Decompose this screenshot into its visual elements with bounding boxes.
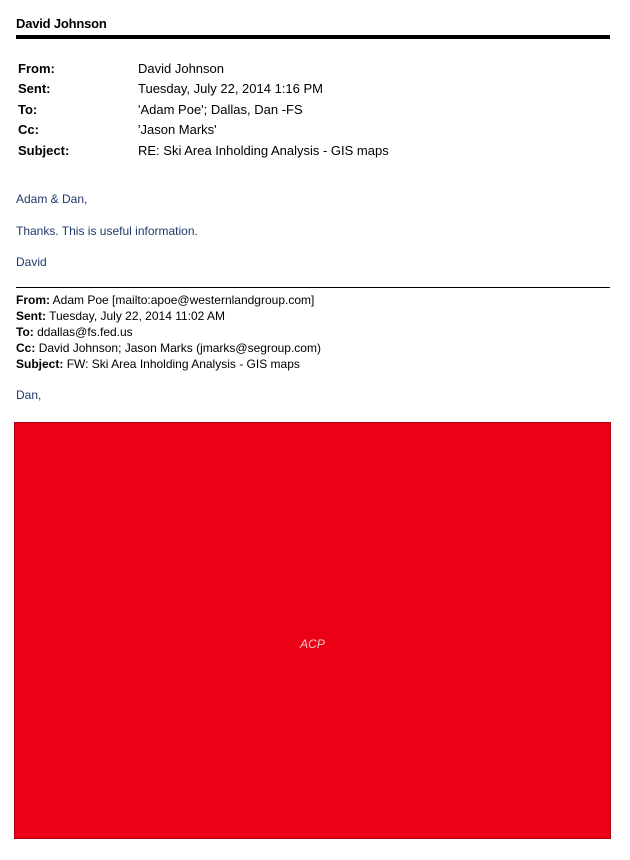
document-sender-name: David Johnson [16,16,107,31]
email-message: Thanks. This is useful information. [16,224,198,238]
subject-value: RE: Ski Area Inholding Analysis - GIS maps [138,142,389,158]
fwd-sent-value: Tuesday, July 22, 2014 11:02 AM [49,309,226,323]
forwarded-greeting: Dan, [16,388,42,402]
fwd-subject-value: FW: Ski Area Inholding Analysis - GIS maps [66,357,300,371]
forwarded-header [16,292,321,372]
cc-value: 'Jason Marks' [138,122,217,138]
header-row-from [18,58,389,79]
fwd-to-value: ddallas@fs.fed.us [37,325,133,339]
header-row-cc [18,120,389,141]
email-greeting: Adam & Dan, [16,192,88,206]
email-header [18,58,389,161]
sent-value: Tuesday, July 22, 2014 1:16 PM [138,81,323,97]
header-divider [16,35,610,39]
email-signature: David [16,255,47,269]
to-value: 'Adam Poe'; Dallas, Dan -FS [138,101,303,117]
fwd-from-value: Adam Poe [mailto:apoe@westernlandgroup.com] [52,293,315,307]
fwd-sent-label: Sent: [16,309,46,323]
header-row-sent [18,79,389,100]
fwd-row-to [16,324,321,340]
fwd-row-cc [16,340,321,356]
from-value: David Johnson [138,60,224,76]
sent-label: Sent: [18,81,51,97]
fwd-from-label: From: [16,293,50,307]
fwd-row-from [16,292,321,308]
fwd-cc-value: David Johnson; Jason Marks (jmarks@segroup.com) [38,341,321,355]
redaction-label: ACP [300,637,325,651]
header-row-to [18,99,389,120]
fwd-cc-label: Cc: [16,341,36,355]
to-label: To: [18,101,38,117]
subject-label: Subject: [18,142,70,158]
cc-label: Cc: [18,122,39,138]
header-row-subject [18,140,389,161]
redaction-block [14,422,611,839]
from-label: From: [18,60,55,76]
fwd-row-subject [16,356,321,372]
fwd-to-label: To: [16,325,34,339]
forward-divider [16,287,610,288]
fwd-subject-label: Subject: [16,357,64,371]
fwd-row-sent [16,308,321,324]
